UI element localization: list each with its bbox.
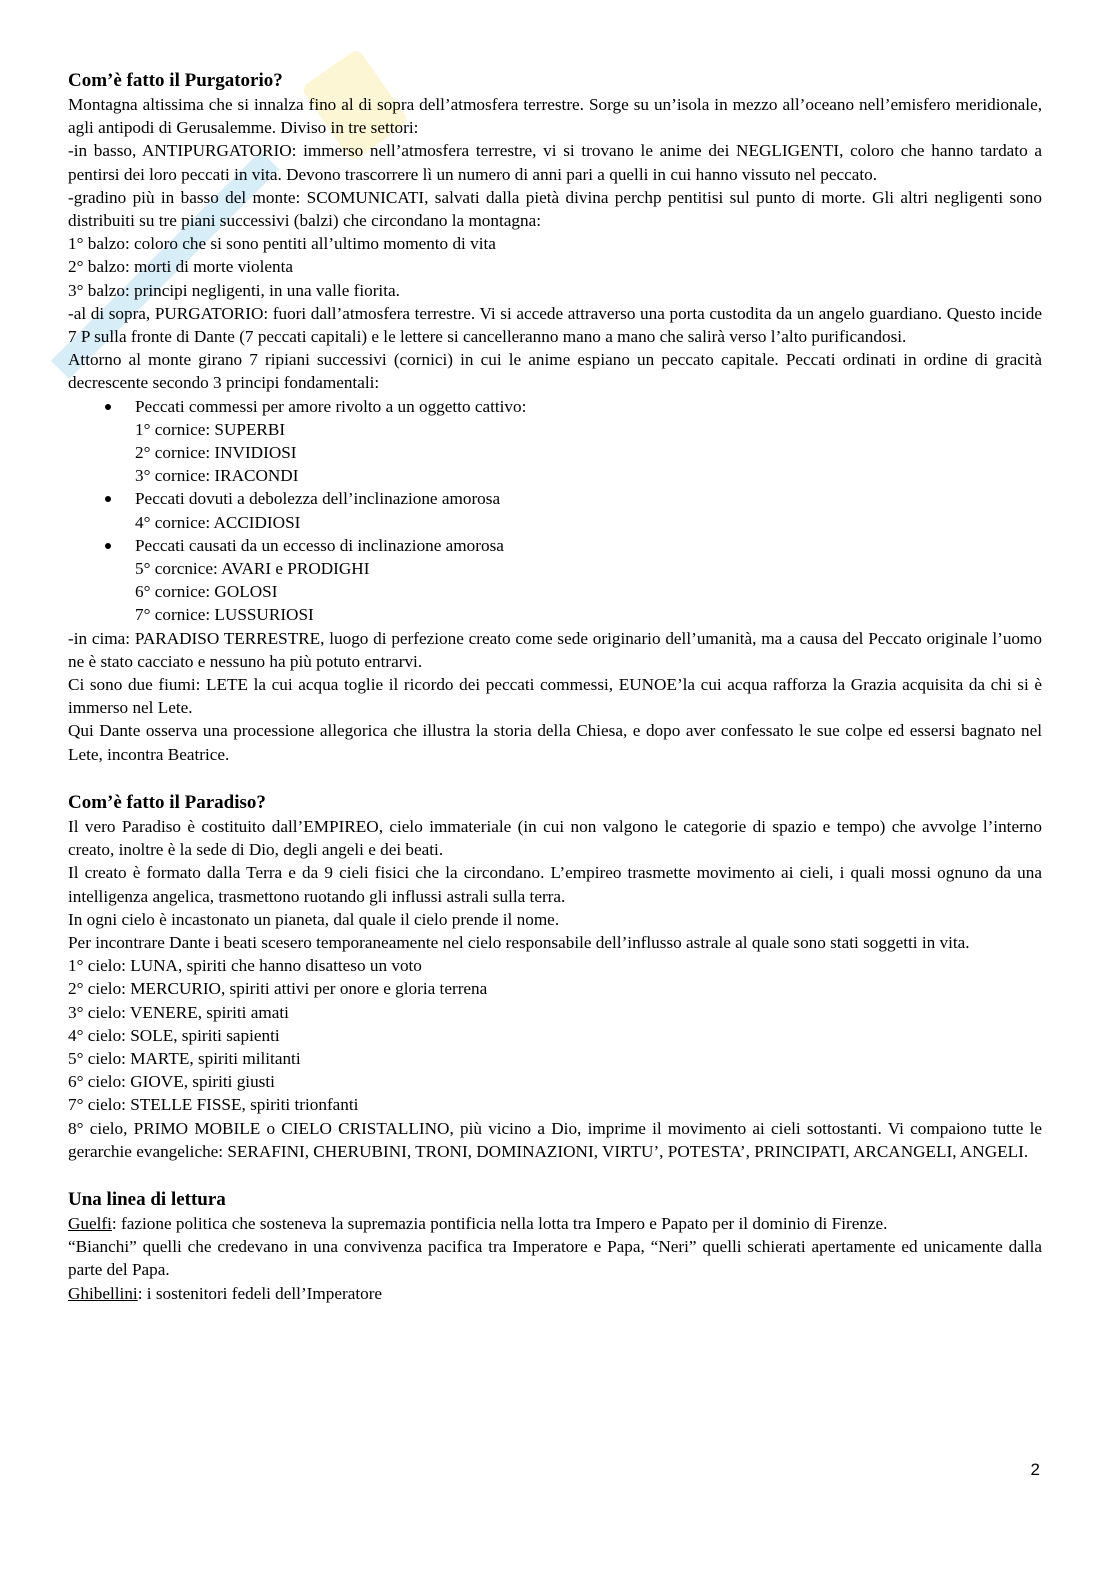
bullet-subitem: 5° corcnice: AVARI e PRODIGHI [135,559,370,579]
paragraph: Montagna altissima che si innalza fino al di sopra dell’atmosfera terrestre. Sorge su un’isola in mezzo all’oceano nell’emisfero meridionale, agli antipodi di Gerusalemme. Diviso in tre settori: [68,95,1042,138]
page-number: 2 [1030,1460,1040,1479]
heading-paradiso: Com’è fatto il Paradiso? [68,791,266,813]
section-gap [68,1163,1042,1187]
list-line: 3° balzo: principi negligenti, in una valle fiorita. [68,280,400,300]
paragraph: In ogni cielo è incastonato un pianeta, dal quale il cielo prende il nome. [68,909,560,929]
paragraph-ghibellini [68,1282,1042,1305]
paragraph: Il creato è formato dalla Terra e da 9 cieli fisici che la circondano. L’empireo trasmette movimento ai cieli, i quali mossi ognuno da una intelligenza angelica, trasmettono ruotando gli influssi astrali sulla terra. [68,863,1042,906]
document-body [68,68,1042,1305]
bullet-label: Peccati commessi per amore rivolto a un oggetto cattivo: [135,396,527,416]
paragraph: Per incontrare Dante i beati scesero temporaneamente nel cielo responsabile dell’influsso astrale al quale sono stati soggetti in vita. [68,932,970,952]
term-ghibellini: Ghibellini [68,1283,138,1303]
definition-guelfi: : fazione politica che sosteneva la supremazia pontificia nella lotta tra Impero e Papato per il dominio di Firenze. [111,1213,888,1233]
paragraph: Ci sono due fiumi: LETE la cui acqua toglie il ricordo dei peccati commessi, EUNOE’la cui acqua rafforza la Grazia acquisita da chi si è immerso nel Lete. [68,675,1042,718]
paragraph: Qui Dante osserva una processione allegorica che illustra la storia della Chiesa, e dopo aver confessato le sue colpe ed essersi bagnato nel Lete, incontra Beatrice. [68,721,1042,764]
bullet-item [68,395,1042,488]
bullet-icon [105,543,111,549]
bullet-icon [105,404,111,410]
paragraph-guelfi [68,1212,1042,1235]
list-line: 3° cielo: VENERE, spiriti amati [68,1002,289,1022]
paragraph: -al di sopra, PURGATORIO: fuori dall’atmosfera terrestre. Vi si accede attraverso una porta custodita da un angelo guardiano. Questo incide 7 P sulla fronte di Dante (7 peccati capitali) e le lettere si cancelleranno mano a mano che salirà verso l’alto purificandosi. [68,303,1042,347]
paragraph: 8° cielo, PRIMO MOBILE o CIELO CRISTALLINO, più vicino a Dio, imprime il movimento ai cieli sottostanti. Vi compaiono tutte le gerarchie evangeliche: SERAFINI, CHERUBINI, TRONI, DOMINAZIONI, VIRTU’, POTESTA’, PRINCIPATI, ARCANGELI, ANGELI. [68,1118,1042,1161]
paragraph: -gradino più in basso del monte: SCOMUNICATI, salvati dalla pietà divina perchp pentitisi sul punto di morte. Gli altri negligenti sono distribuiti su tre piani successivi (balzi) che circondano la montagna: [68,187,1042,231]
heading-lettura: Una linea di lettura [68,1188,226,1210]
bullet-label: Peccati dovuti a debolezza dell’inclinazione amorosa [135,489,501,509]
paragraph: -in basso, ANTIPURGATORIO: immerso nell’atmosfera terrestre, vi si trovano le anime dei NEGLIGENTI, coloro che hanno tardato a pentirsi dei loro peccati in vita. Devono trascorrere lì un numero di anni pari a quelli in cui hanno vissuto nel peccato. [68,141,1042,184]
paragraph: Il vero Paradiso è costituito dall’EMPIREO, cielo immateriale (in cui non valgono le categorie di spazio e tempo) che avvolge l’interno creato, inoltre è la sede di Dio, degli angeli e dei beati. [68,816,1042,860]
term-guelfi: Guelfi [68,1213,112,1233]
paragraph: Attorno al monte girano 7 ripiani successivi (cornici) in cui le anime espiano un peccato capitale. Peccati ordinati in ordine di gracità decrescente secondo 3 principi fondamentali: [68,350,1042,393]
list-line: 4° cielo: SOLE, spiriti sapienti [68,1025,280,1045]
bullet-subitem: 2° cornice: INVIDIOSI [135,443,297,463]
list-line: 7° cielo: STELLE FISSE, spiriti trionfanti [68,1095,359,1115]
definition-ghibellini: : i sostenitori fedeli dell’Imperatore [137,1283,383,1303]
bullet-item [68,534,1042,627]
bullet-subitem: 7° cornice: LUSSURIOSI [135,605,314,625]
bullet-icon [105,496,111,502]
heading-purgatorio: Com’è fatto il Purgatorio? [68,70,283,91]
paragraph: “Bianchi” quelli che credevano in una convivenza pacifica tra Imperatore e Papa, “Neri” quelli schierati apertamente ed unicamente dalla parte del Papa. [68,1237,1042,1280]
list-line: 1° balzo: coloro che si sono pentiti all’ultimo momento di vita [68,234,496,254]
bullet-subitem: 4° cornice: ACCIDIOSI [135,512,301,532]
section-gap [68,766,1042,790]
list-line: 2° balzo: morti di morte violenta [68,257,294,277]
list-line: 1° cielo: LUNA, spiriti che hanno disatteso un voto [68,956,422,976]
bullet-label: Peccati causati da un eccesso di inclinazione amorosa [135,535,504,555]
bullet-list-peccati [68,395,1042,627]
bullet-subitem: 3° cornice: IRACONDI [135,466,299,486]
list-line: 5° cielo: MARTE, spiriti militanti [68,1048,301,1068]
list-line: 2° cielo: MERCURIO, spiriti attivi per onore e gloria terrena [68,979,488,999]
list-line: 6° cielo: GIOVE, spiriti giusti [68,1072,275,1092]
paragraph: -in cima: PARADISO TERRESTRE, luogo di perfezione creato come sede originario dell’umanità, ma a causa del Peccato originale l’uomo ne è stato cacciato e nessuno ha più potuto entrarvi. [68,628,1042,671]
bullet-item [68,487,1042,533]
bullet-subitem: 1° cornice: SUPERBI [135,419,286,439]
bullet-subitem: 6° cornice: GOLOSI [135,582,278,602]
